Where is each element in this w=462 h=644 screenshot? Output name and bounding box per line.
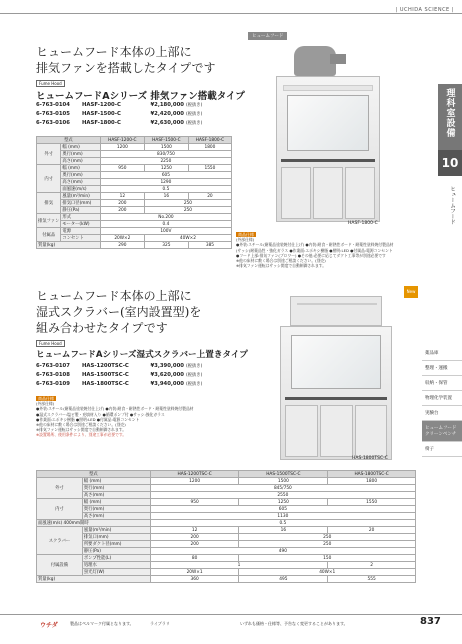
- table-row: 排気ファン 形式 No.200: [37, 214, 232, 221]
- footer-right-label: ライブラリ: [150, 621, 170, 626]
- chapter-number: 10: [438, 150, 462, 176]
- table-row: 奥行(mm) 845/750: [37, 485, 416, 492]
- p2-headline: ヒュームフード本体の上部に 湿式スクラバー(室内設置型)を 組み合わせたタイプです: [36, 289, 202, 335]
- table-row: 高さ(mm) 2250: [37, 158, 232, 165]
- p1-notes: 商品仕様 (外部仕様) ●外装:スチール(耐薬品塗装焼付仕上げ) ●内装:耐食・耐熱性ボード・耐薬性塗料焼付製品材 (サッシ)耐薬品性・強化ガラス ●作業面:エポキシ樹脂 ●照明:LED ●付属品:電源コンセント ●フード上部:排気ファン(ブロワー) ●その他:必要に応じてダクト工事等が別途必要です ※他の床材に敷く場合は別途ご相談ください。(別売) ※排気ファン運転はサッシ開度で自動制御されます。: [236, 232, 394, 269]
- table-row: 面風速(m/s) 0.5: [37, 186, 232, 193]
- table-row: 奥行(mm) 605: [37, 506, 416, 513]
- table-row: 静圧(Pa) 490: [37, 548, 416, 555]
- table-row: 外寸 幅 (mm) 1200 1500 1800: [37, 478, 416, 485]
- brand-label: | UCHIDA SCIENCE |: [395, 7, 454, 13]
- p1-product-row: 6-763-0105 HASF-1500-C ¥2,420,000 (税抜き): [36, 111, 203, 117]
- chapter-tab-label: 理科室設備: [444, 88, 455, 138]
- p1-image-label: HASF-1800-C: [348, 221, 378, 226]
- p1-product-list: [36, 102, 236, 126]
- table-row: 処理水 1 2: [37, 562, 416, 569]
- table-row: 高さ(mm) 1290: [37, 179, 232, 186]
- table-row: 高さ(mm) 1130: [37, 513, 416, 520]
- table-header-cell: HAS-1500TSC-C: [239, 471, 328, 478]
- table-header-cell: HASF-1500-C: [144, 137, 188, 144]
- table-row: 面風速(m/s) 400mm開時 0.5: [37, 520, 416, 527]
- p1-product-row: 6-763-0106 HASF-1800-C ¥2,630,000 (税抜き): [36, 120, 203, 126]
- table-header-cell: HASF-1200-C: [100, 137, 144, 144]
- footer-rule: [0, 614, 462, 615]
- footer-middle: いずれも価格・仕様等、予告なく変更することがあります。: [240, 621, 348, 626]
- table-row: 付属設備 ポンプ性能(L) 80 150: [37, 555, 416, 562]
- p1-product-image: [268, 46, 388, 224]
- side-vertical-label: ヒュームフード: [449, 186, 455, 225]
- p1-tag: Fume Hood: [36, 80, 65, 87]
- p2-title: ヒュームフードAシリーズ湿式スクラバー上置きタイプ: [36, 350, 248, 360]
- p1-product-row: 6-763-0104 HASF-1200-C ¥2,180,000 (税抜き): [36, 102, 203, 108]
- table-row: 排気口径(mm) 200 250: [37, 200, 232, 207]
- table-row: 内寸 幅 (mm) 950 1250 1550: [37, 165, 232, 172]
- p2-image-label: HAS-1800TSC-C: [352, 456, 388, 461]
- footer-note: 製品はペルマーク付属となります。: [70, 621, 134, 626]
- table-row: 蛍光灯(W) 20W×1 40W×1: [37, 569, 416, 576]
- table-row: 奥行(mm) 605: [37, 172, 232, 179]
- footer-logo: ウチダ: [40, 622, 58, 629]
- spec-tag: 商品仕様: [238, 232, 254, 237]
- new-badge: New: [404, 286, 418, 298]
- hood-body-image: [276, 76, 380, 222]
- p2-product-row: 6-763-0107 HAS-1200TSC-C ¥3,390,000 (税抜き): [36, 363, 203, 369]
- side-menu-item[interactable]: 椅子: [422, 442, 462, 457]
- p2-spec-table: [36, 470, 416, 583]
- p1-title: ヒュームフードAシリーズ 排気ファン搭載タイプ: [36, 91, 245, 102]
- table-header-cell: HAS-1200TSC-C: [150, 471, 239, 478]
- table-row: 静圧(Pa) 200 250: [37, 207, 232, 214]
- table-row: 付属品 電源 100V: [37, 228, 232, 235]
- p1-headline: ヒュームフード本体の上部に 排気ファンを搭載したタイプです: [36, 45, 216, 75]
- page-number: 837: [420, 616, 441, 627]
- scrubber-unit-image: [290, 296, 382, 326]
- side-menu-item[interactable]: 収納・保管: [422, 376, 462, 391]
- hood-body-image: [280, 326, 392, 460]
- side-menu-item[interactable]: 実験台: [422, 406, 462, 421]
- table-row: 高さ(mm) 2550: [37, 492, 416, 499]
- p1-spec-table: [36, 136, 232, 249]
- p2-tag-row: [36, 340, 65, 347]
- fan-outlet-image: [330, 54, 346, 64]
- table-row: コンセント 20W×2 40W×2: [37, 235, 232, 242]
- p2-notes: 商品仕様 (外部仕様) ●外装:スチール(耐薬品塗装焼付仕上げ) ●内装:耐食・耐熱性ボード・耐薬性塗料焼付製品材 ●湿式スクラバー:塩ビ製・充填材入り ●循環ポンプ付 ●サッシ:強化ガラス ●作業面:エポキシ樹脂 ●照明:LED ●付属品:電源コンセント ※他の床材に敷く場合は別途ご相談ください。(別売) ※排気ファン運転はサッシ開度で自動制御されます。 ※設置場所、使用条件により、別途工事が必要です。: [36, 396, 194, 438]
- table-row: 排気 風量(m³/min) 12 16 20: [37, 193, 232, 200]
- table-header-cell: HASF-1800-C: [188, 137, 231, 144]
- table-row: 奥行(mm) 830/750: [37, 151, 232, 158]
- table-row: 排気口(mm) 200 250: [37, 534, 416, 541]
- p2-product-list: [36, 363, 236, 387]
- p2-product-row: 6-763-0108 HAS-1500TSC-C ¥3,620,000 (税抜き): [36, 372, 203, 378]
- p2-product-image: [270, 296, 402, 464]
- table-header-cell: 型式: [37, 471, 151, 478]
- table-row: モーター(kW) 0.4: [37, 221, 232, 228]
- table-row: 所要ダクト径(mm) 200 250: [37, 541, 416, 548]
- p2-tag: Fume Hood: [36, 340, 65, 347]
- side-menu-item[interactable]: 物理化学装置: [422, 391, 462, 406]
- p2-product-row: 6-763-0109 HAS-1800TSC-C ¥3,940,000 (税抜き): [36, 381, 203, 387]
- table-row: 内寸 幅 (mm) 950 1250 1550: [37, 499, 416, 506]
- table-row: スクラバー 風量(m³/min) 12 16 20: [37, 527, 416, 534]
- table-row: 質量(kg) 360 495 555: [37, 576, 416, 583]
- table-row: 外寸 幅 (mm) 1200 1500 1800: [37, 144, 232, 151]
- table-header-cell: HAS-1800TSC-C: [328, 471, 416, 478]
- side-menu-item-active[interactable]: ヒュームフード クリーンベンチ: [422, 421, 462, 442]
- side-category-menu: [422, 346, 462, 457]
- table-row: 質量(kg) 290 325 385: [37, 242, 232, 249]
- side-menu-item[interactable]: 整理・運搬: [422, 361, 462, 376]
- side-menu-item[interactable]: 薬品庫: [422, 346, 462, 361]
- header-rule: [0, 13, 462, 14]
- spec-tag: 商品仕様: [38, 396, 54, 401]
- p1-tag-row: [36, 80, 65, 87]
- table-header-cell: 型式: [37, 137, 101, 144]
- section-chip: ヒュームフード: [248, 32, 287, 40]
